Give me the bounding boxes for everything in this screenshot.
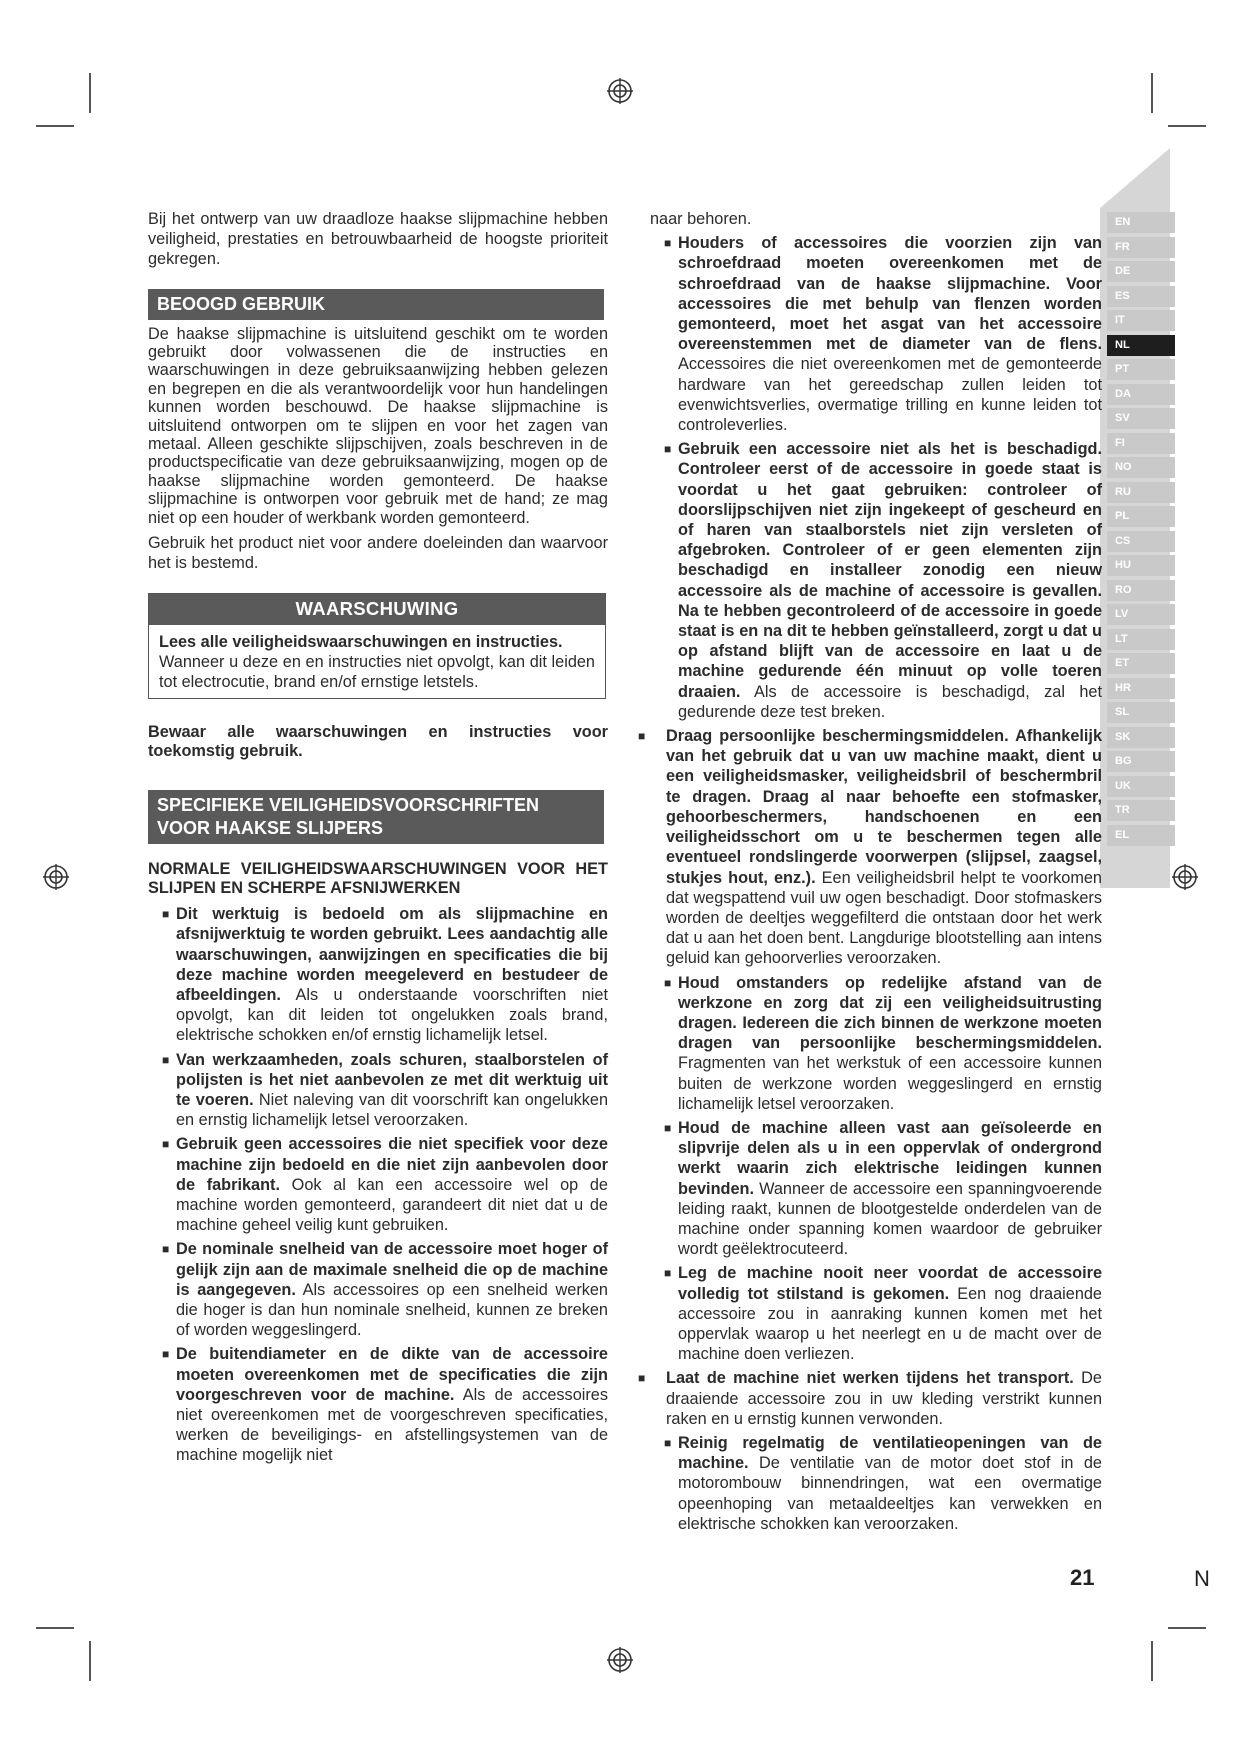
bullet-text: Niet naleving van dit voorschrift kan ongelukken en ernstig lichamelijk letsel veroorzaken. <box>176 1090 608 1130</box>
registration-mark-icon <box>605 1645 635 1675</box>
section-heading-line-2: VOOR HAAKSE SLIJPERS <box>157 818 384 839</box>
language-tab-da[interactable]: DA <box>1107 384 1175 405</box>
language-tab-fr[interactable]: FR <box>1107 237 1175 258</box>
right-item <box>650 1263 1102 1364</box>
bullet-text: Een nog draaiende accessoire zou in aanraking kunnen komen met het oppervlak waarop u het neerlegt en u de macht over de machine doen verliezen. <box>678 1284 1102 1364</box>
bullet-text: Wanneer de accessoire een spanningvoerende leiding raakt, kunnen de blootgestelde onderdelen van de machine onder spanning komen waardoor de gebruiker wordt geëlektrocuteerd. <box>678 1179 1102 1259</box>
bullet-square-icon: ■ <box>664 442 672 457</box>
bullet-text: Een veiligheidsbril helpt te voorkomen dat wegspattend vuil uw ogen beschadigt. Door stofmaskers worden de deeltjes weggefilterd die ontstaan door het werk dat u aan het doen bent. Langdurige blootstelling aan intens geluid kan gehoorverlies veroorzaken. <box>666 868 1102 968</box>
bullet-bold-text: Houders of accessoires die voorzien zijn van schroefdraad moeten overeenkomen met de schroefdraad van de haakse slijpmachine. Voor accessoires die met behulp van flenzen worden gemonteerd, moet het asgat van het accessoire overeenstemmen met de diameter van de flens. <box>678 234 1102 354</box>
language-tab-ro[interactable]: RO <box>1107 580 1175 601</box>
language-tab-tr[interactable]: TR <box>1107 800 1175 821</box>
language-tab-pt[interactable]: PT <box>1107 359 1175 380</box>
language-tab-es[interactable]: ES <box>1107 286 1175 307</box>
left-item <box>148 1134 608 1235</box>
bullet-bold-text: Draag persoonlijke beschermingsmiddelen. Afhankelijk van het gebruik dat u van uw machine maakt, dient u een veiligheidsmasker, veiligheidsbril of beschermbril te dragen. Draag al naar behoefte een stofmasker, gehoorbeschermers, handschoenen en een veiligheidsschort om u te beschermen tegen alle eventueel rondslingerde voorwerpen (slijpsel, zaagsel, stukjes hout, enz.). <box>666 727 1102 887</box>
intended-use-paragraph: De haakse slijpmachine is uitsluitend geschikt om te worden gebruikt door volwassenen die de instructies en waarschuwingen in deze gebruiksaanwijzing hebben gelezen en begrepen en die als verantwoordelijk voor hun handelingen kunnen worden beschouwd. De haakse slijpmachine is uitsluitend ontworpen om te slijpen en voor het zagen van metaal. Alleen geschikte slijpschijven, zoals beschreven in de productspecificatie van deze gebruiksaanwijzing, mogen op de haakse slijpmachine worden gemonteerd. De haakse slijpmachine is ontworpen voor gebruik met de hand; ze mag niet op een houder of werkbank worden gemonteerd. <box>148 324 608 527</box>
bullet-text: De draaiende accessoire zou in uw kleding verstrikt kunnen raken en u ernstig kunnen verwonden. <box>666 1369 1102 1428</box>
bullet-square-icon: ■ <box>162 1347 170 1362</box>
bullet-square-icon: ■ <box>162 1137 170 1152</box>
language-tab-et[interactable]: ET <box>1107 653 1175 674</box>
language-tab-hu[interactable]: HU <box>1107 555 1175 576</box>
right-item <box>650 439 1102 722</box>
bullet-bold-text: Leg de machine nooit neer voordat de accessoire volledig tot stilstand is gekomen. <box>678 1264 1102 1303</box>
bullet-text: Als accessoires op een snelheid werken die hoger is dan hun nominale snelheid, kunnen ze breken of worden weggeslingerd. <box>176 1280 608 1340</box>
bullet-bold-text: Dit werktuig is bedoeld om als slijpmachine en afsnijwerktuig te worden gebruikt. Lees aandachtig alle waarschuwingen, aanwijzingen en specificaties die bij deze machine worden meegeleverd en bestudeer de afbeeldingen. <box>176 905 608 1004</box>
crop-mark-bottom-left-vertical <box>89 1641 91 1681</box>
page-number: 21 <box>1070 1565 1095 1590</box>
bullet-square-icon: ■ <box>664 236 672 251</box>
left-item <box>148 1239 608 1340</box>
bullet-bold-text: Van werkzaamheden, zoals schuren, staalborstelen of polijsten is het niet aanbevolen ze met dit werktuig uit te voeren. <box>176 1050 608 1109</box>
section-heading-line-1: SPECIFIEKE VEILIGHEIDSVOORSCHRIFTEN <box>157 795 540 816</box>
language-tab-nl[interactable]: NL <box>1107 335 1175 356</box>
right-item <box>650 233 1102 435</box>
language-tab-sl[interactable]: SL <box>1107 702 1175 723</box>
right-item <box>638 1368 1102 1429</box>
language-tab-uk[interactable]: UK <box>1107 776 1175 797</box>
language-tab-no[interactable]: NO <box>1107 457 1175 478</box>
bullet-square-icon: ■ <box>664 975 672 990</box>
bullet-square-icon: ■ <box>664 1435 672 1450</box>
bullet-bold-text: Reinig regelmatig de ventilatieopeningen van de machine. <box>678 1433 1102 1473</box>
bullet-square-icon: ■ <box>162 1052 170 1067</box>
crop-mark-bottom-right-horizontal <box>1168 1627 1206 1629</box>
crop-mark-top-right-horizontal <box>1168 125 1206 127</box>
language-tab-it[interactable]: IT <box>1107 310 1175 331</box>
bullet-square-icon: ■ <box>162 1242 170 1257</box>
language-tab-sk[interactable]: SK <box>1107 727 1175 748</box>
bullet-bold-text: De nominale snelheid van de accessoire moet hoger of gelijk zijn aan de maximale snelheid die op de machine is aangegeven. <box>176 1240 608 1299</box>
crop-mark-top-left-horizontal <box>36 125 74 127</box>
bullet-square-icon: ■ <box>664 1266 672 1281</box>
intended-use-paragraph-2: Gebruik het product niet voor andere doeleinden dan waarvoor het is bestemd. <box>148 534 608 573</box>
crop-mark-top-right-vertical <box>1151 73 1153 113</box>
bullet-text: Als u onderstaande voorschriften niet opvolgt, kan dit leiden tot ongelukken zoals brand, elektrische schokken en/of ernstig lichamelijk letsel. <box>176 985 608 1045</box>
warning-box <box>148 593 606 699</box>
registration-mark-icon <box>41 862 71 892</box>
bullet-square-icon: ■ <box>638 1371 646 1386</box>
bullet-square-icon: ■ <box>162 907 170 922</box>
bullet-bold-text: Gebruik geen accessoires die niet specifiek voor deze machine zijn bedoeld en die niet zijn aanbevolen door de fabrikant. <box>176 1135 608 1194</box>
left-bullet-list <box>148 904 608 1465</box>
warning-bold-text: Lees alle veiligheidswaarschuwingen en instructies. <box>159 632 563 651</box>
registration-mark-icon <box>605 76 635 106</box>
language-tab-bg[interactable]: BG <box>1107 751 1175 772</box>
edge-character: N <box>1194 1566 1210 1591</box>
right-item <box>638 726 1102 968</box>
continuation-text: naar behoren. <box>650 210 752 228</box>
language-tab-lv[interactable]: LV <box>1107 604 1175 625</box>
crop-mark-top-left-vertical <box>89 73 91 113</box>
section-heading-intended-use: BEOOGD GEBRUIK <box>148 289 604 320</box>
bullet-square-icon: ■ <box>638 729 646 744</box>
bullet-bold-text: Houd omstanders op redelijke afstand van de werkzone en zorg dat zij een veiligheidsuitrusting dragen. Iedereen die zich binnen de werkzone moeten dragen van persoonlijke beschermingsmiddelen. <box>678 973 1102 1053</box>
bullet-bold-text: Gebruik een accessoire niet als het is beschadigd. Controleer eerst of de accessoire in goede staat is voordat u het gaat gebruiken: controleer of doorslijpschijven niet zijn ingekeept of gescheurd en of haren van staalborstels niet zijn versleten of afgebroken. Controleer of er geen elementen zijn beschadigd en installeer zonodig een nieuw accessoire als de machine of accessoire is gevallen. Na te hebben gecontroleerd of de accessoire in goede staat is en na dit te hebben geïnstalleerd, zorgt u dat u op afstand blijft van de accessoire en laat u de machine gedurende één minuut op volle toeren draaien. <box>678 440 1102 701</box>
left-item <box>148 904 608 1045</box>
warning-heading: WAARSCHUWING <box>149 594 605 624</box>
bullet-text: Als de accessoires niet overeenkomen met de voorgeschreven specificaties, werken de beveiligings- en afstellingsystemen van de machine mogelijk niet <box>176 1385 608 1465</box>
crop-mark-bottom-left-horizontal <box>36 1627 74 1629</box>
language-tab-fi[interactable]: FI <box>1107 433 1175 454</box>
left-item <box>148 1050 608 1131</box>
right-item <box>650 973 1102 1114</box>
bullet-bold-text: De buitendiameter en de dikte van de accessoire moeten overeenkomen met de specificaties die zijn voorgeschreven voor de machine. <box>176 1345 608 1404</box>
right-item <box>650 1433 1102 1534</box>
bullet-bold-text: Laat de machine niet werken tijdens het transport. <box>666 1369 1074 1388</box>
left-item <box>148 1344 608 1465</box>
language-tab-sv[interactable]: SV <box>1107 408 1175 429</box>
crop-mark-bottom-right-vertical <box>1151 1641 1153 1681</box>
language-tab-lt[interactable]: LT <box>1107 629 1175 650</box>
bullet-text: De ventilatie van de motor doet stof in de motorombouw binnendringen, wat een overmatige opeenhoping van metaaldeeltjes kan verwekken en elektrische schokken kan veroorzaken. <box>678 1454 1102 1533</box>
subheading-normal-warnings: NORMALE VEILIGHEIDSWAARSCHUWINGEN VOOR HET SLIJPEN EN SCHERPE AFSNIJWERKEN <box>148 860 608 898</box>
language-tab-el[interactable]: EL <box>1107 825 1175 846</box>
keep-instructions-note: Bewaar alle waarschuwingen en instructies voor toekomstig gebruik. <box>148 723 608 760</box>
right-column <box>638 209 1102 1534</box>
left-column <box>148 209 608 1466</box>
language-tabs <box>1107 212 1175 849</box>
bullet-bold-text: Houd de machine alleen vast aan geïsoleerde en slipvrije delen als u in een oppervlak of ondergrond werkt waarin zich elektrische leidingen kunnen bevinden. <box>678 1118 1102 1198</box>
right-item <box>650 1118 1102 1259</box>
section-heading-specific-safety <box>148 790 604 844</box>
language-tab-hr[interactable]: HR <box>1107 678 1175 699</box>
language-tab-ru[interactable]: RU <box>1107 482 1175 503</box>
bullet-text: Als de accessoire is beschadigd, zal het gedurende deze test breken. <box>678 682 1102 721</box>
language-tab-en[interactable]: EN <box>1107 212 1175 233</box>
language-tab-cs[interactable]: CS <box>1107 531 1175 552</box>
language-tab-pl[interactable]: PL <box>1107 506 1175 527</box>
bullet-text: Fragmenten van het werkstuk of een accessoire kunnen buiten de werkzone worden weggeslingerd en ernstig lichamelijk letsel veroorzaken. <box>678 1054 1102 1113</box>
warning-body <box>149 625 605 699</box>
language-tab-de[interactable]: DE <box>1107 261 1175 282</box>
right-bullet-list <box>638 233 1102 1534</box>
intro-paragraph: Bij het ontwerp van uw draadloze haakse slijpmachine hebben veiligheid, prestaties en betrouwbaarheid de hoogste prioriteit gekregen. <box>148 210 608 269</box>
warning-text: Wanneer u deze en en instructies niet opvolgt, kan dit leiden tot electrocutie, brand en/of ernstige letstels. <box>159 652 595 692</box>
bullet-text: Ook al kan een accessoire wel op de machine worden gemonteerd, garandeert dit niet dat u de machine geheel veilig kunt gebruiken. <box>176 1175 608 1235</box>
bullet-square-icon: ■ <box>664 1120 672 1135</box>
bullet-text: Accessoires die niet overeenkomen met de gemonteerde hardware van het gereedschap zullen leiden tot evenwichtsverlies, overmatige trilling en kunne leiden tot controleverlies. <box>678 355 1102 435</box>
